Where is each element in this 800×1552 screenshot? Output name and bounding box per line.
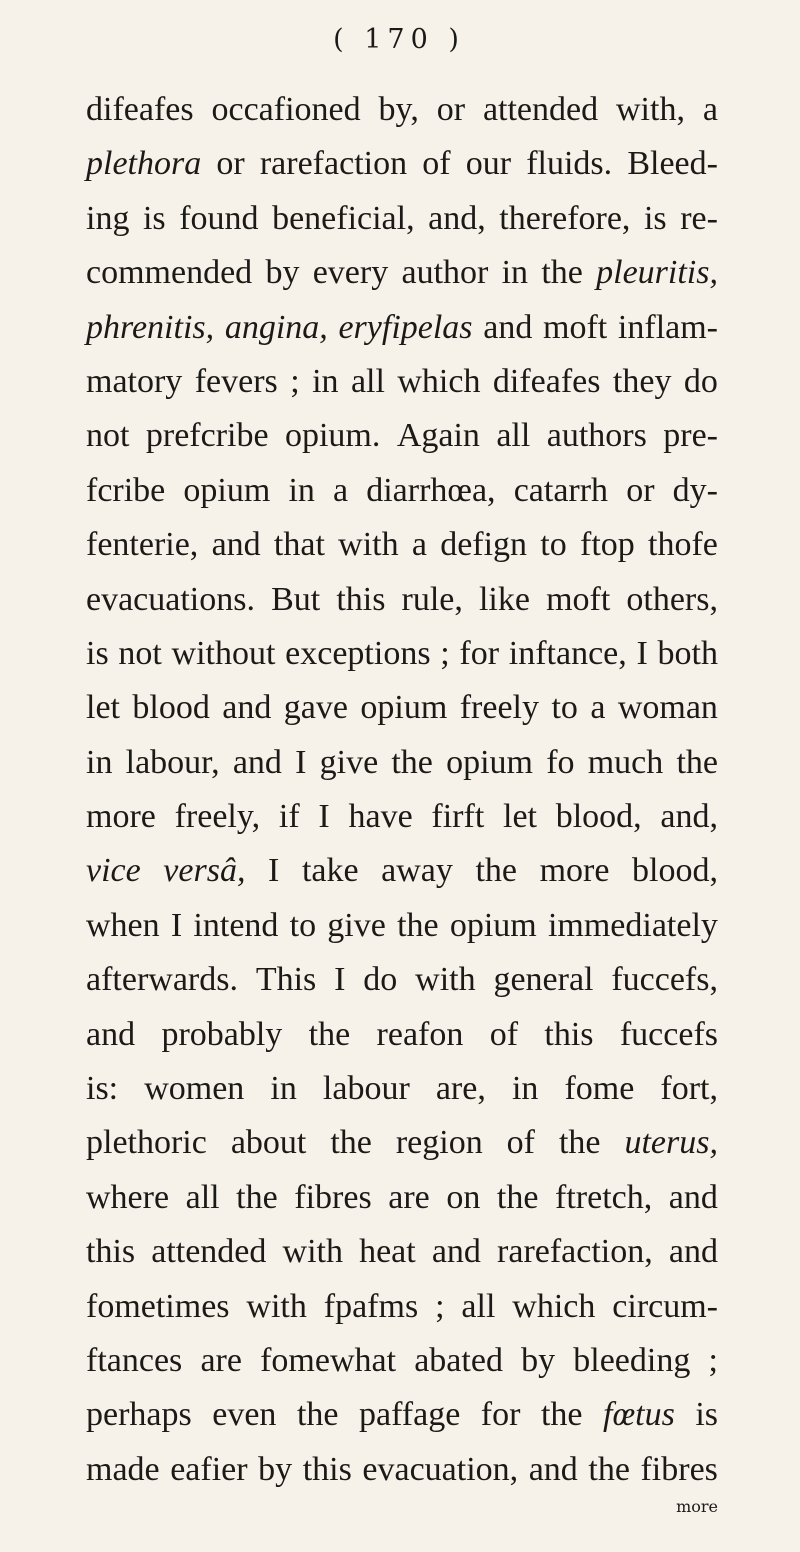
- text-line: [86, 301, 718, 355]
- word: fomewhat: [260, 1341, 397, 1379]
- body-text: [86, 83, 718, 1497]
- word: rarefaction,: [497, 1233, 653, 1271]
- word: a: [333, 471, 349, 509]
- word: with: [415, 961, 476, 999]
- word: like: [478, 580, 530, 618]
- word: all: [350, 362, 385, 400]
- word: blood,: [632, 852, 718, 890]
- word: fœtus: [603, 1396, 675, 1434]
- word: general: [493, 961, 594, 999]
- text-line: [86, 681, 718, 735]
- word: are: [388, 1178, 430, 1216]
- word: the: [475, 852, 518, 890]
- text-line: [86, 246, 718, 300]
- word: on: [446, 1178, 481, 1216]
- word: take: [301, 852, 359, 890]
- word: matory: [86, 362, 183, 400]
- word: bleeding: [573, 1341, 691, 1379]
- word: or: [626, 471, 655, 509]
- word: all: [461, 1287, 496, 1325]
- word: opium: [360, 689, 448, 727]
- word: give: [319, 743, 379, 781]
- text-line: [86, 1443, 718, 1497]
- word: are,: [435, 1070, 486, 1108]
- text-line: [86, 464, 718, 518]
- word: and: [668, 1233, 718, 1271]
- word: and: [211, 526, 261, 564]
- word: thofe: [648, 526, 718, 564]
- text-line: [86, 573, 718, 627]
- word: afterwards.: [86, 961, 238, 999]
- word: not: [86, 417, 130, 455]
- word: freely: [459, 689, 540, 727]
- word: not: [118, 634, 162, 672]
- word: therefore,: [499, 199, 631, 237]
- word: fuccefs,: [611, 961, 718, 999]
- word: do: [683, 362, 718, 400]
- text-line: [86, 83, 718, 137]
- word: give: [327, 906, 386, 944]
- text-line: [86, 790, 718, 844]
- word: immediately: [547, 906, 718, 944]
- word: Again: [396, 417, 480, 455]
- word: and,: [660, 798, 718, 836]
- text-line: [86, 518, 718, 572]
- page-number: ( 170 ): [333, 24, 465, 55]
- word: let: [503, 798, 537, 836]
- word: they: [612, 362, 672, 400]
- word: prefcribe: [145, 417, 269, 455]
- text-line: [86, 137, 718, 191]
- word: rule,: [401, 580, 463, 618]
- word: by,: [378, 91, 419, 128]
- text-line: [86, 409, 718, 463]
- word: which: [397, 362, 481, 400]
- word: for: [480, 1396, 521, 1434]
- word: eafier: [170, 1450, 248, 1488]
- word: versâ,: [163, 852, 246, 890]
- word: a: [590, 689, 606, 727]
- word: the: [676, 743, 718, 781]
- word: I: [295, 743, 307, 781]
- word: if: [278, 798, 300, 836]
- word: in: [288, 471, 315, 509]
- word: I: [318, 798, 330, 836]
- text-line: [86, 1171, 718, 1225]
- word: the: [540, 1396, 583, 1434]
- word: labour: [322, 1070, 410, 1108]
- word: the: [397, 906, 439, 944]
- word: this: [544, 1015, 594, 1053]
- word: fenterie,: [86, 526, 199, 564]
- word: perhaps: [86, 1396, 192, 1434]
- word: is: [643, 199, 667, 237]
- text-line: [86, 1008, 718, 1062]
- word: fevers: [194, 362, 278, 400]
- word: a: [411, 526, 427, 564]
- word: to: [289, 906, 317, 944]
- word: this: [336, 580, 386, 618]
- word: difeafes: [86, 91, 194, 128]
- word: with: [338, 526, 399, 564]
- word: the: [541, 254, 583, 292]
- word: is: [86, 634, 109, 672]
- word: and: [431, 1233, 481, 1271]
- word: plethora: [86, 145, 202, 183]
- word: the: [391, 743, 433, 781]
- word: others,: [626, 580, 718, 618]
- word: or: [216, 145, 245, 183]
- word: labour,: [125, 743, 220, 781]
- text-line: [86, 844, 718, 898]
- word: abated: [414, 1341, 503, 1379]
- word: intend: [193, 906, 279, 944]
- word: attended: [151, 1233, 267, 1271]
- word: woman: [617, 689, 718, 727]
- catchword-line: [86, 1497, 718, 1551]
- word: this: [86, 1233, 136, 1271]
- word: I: [170, 906, 183, 944]
- word: the: [588, 1450, 630, 1488]
- word: opium: [446, 743, 533, 781]
- word: fome: [564, 1070, 635, 1108]
- text-line: [86, 627, 718, 681]
- word: are: [200, 1341, 242, 1379]
- word: opium: [183, 471, 271, 509]
- word: to: [540, 526, 567, 564]
- word: firft: [431, 798, 485, 836]
- text-line: [86, 736, 718, 790]
- word: author: [401, 254, 489, 292]
- word: of: [506, 1124, 535, 1162]
- word: of: [422, 145, 451, 183]
- word: let: [86, 689, 120, 727]
- word: is: [695, 1396, 718, 1434]
- word: or: [436, 91, 466, 128]
- word: ;: [708, 1341, 718, 1379]
- text-line: [86, 192, 718, 246]
- word: fluids.: [526, 145, 613, 183]
- word: even: [212, 1396, 277, 1434]
- word: fuccefs: [619, 1015, 718, 1053]
- word: where: [86, 1178, 170, 1216]
- word: I: [636, 634, 648, 672]
- word: reafon: [376, 1015, 464, 1053]
- word: pleuritis,: [596, 254, 718, 292]
- word: uterus,: [624, 1124, 718, 1162]
- word: difeafes: [492, 362, 601, 400]
- word: But: [271, 580, 321, 618]
- word: phrenitis,: [86, 308, 215, 346]
- word: away: [381, 852, 453, 890]
- word: fo: [546, 743, 575, 781]
- word: in: [312, 362, 339, 400]
- word: which: [512, 1287, 596, 1325]
- word: Bleed-: [627, 145, 718, 183]
- word: with: [282, 1233, 343, 1271]
- word: opium.: [284, 417, 381, 455]
- word: moft: [543, 308, 608, 346]
- word: plethoric: [86, 1124, 207, 1162]
- word: ftop: [580, 526, 635, 564]
- word: with: [246, 1287, 307, 1325]
- word: the: [236, 1178, 278, 1216]
- word: opium: [449, 906, 537, 944]
- text-line: [86, 953, 718, 1007]
- word: fibres: [294, 1178, 372, 1216]
- word: the: [558, 1124, 601, 1162]
- text-line: [86, 1225, 718, 1279]
- word: defign: [440, 526, 528, 564]
- word: and,: [428, 199, 486, 237]
- word: more: [539, 852, 610, 890]
- word: authors: [546, 417, 647, 455]
- text-line: [86, 1062, 718, 1116]
- word: of: [489, 1015, 519, 1053]
- text-line: [86, 1334, 718, 1388]
- word: I: [268, 852, 280, 890]
- word: commended: [86, 254, 253, 292]
- word: and: [668, 1178, 718, 1216]
- word: fibres: [640, 1450, 718, 1488]
- word: ftretch,: [555, 1178, 653, 1216]
- word: blood: [132, 689, 210, 727]
- word: have: [348, 798, 413, 836]
- word: This: [255, 961, 317, 999]
- word: inftance,: [508, 634, 627, 672]
- word: by: [265, 254, 300, 292]
- word: is: [142, 199, 166, 237]
- word: evacuations.: [86, 580, 255, 618]
- word: and: [528, 1450, 578, 1488]
- word: diarrhœa,: [366, 471, 496, 509]
- word: to: [551, 689, 578, 727]
- word: is:: [86, 1070, 119, 1108]
- word: and: [86, 1015, 136, 1053]
- word: catarrh: [513, 471, 609, 509]
- word: both: [657, 634, 718, 672]
- text-line: [86, 1388, 718, 1442]
- word: for: [459, 634, 500, 672]
- word: ing: [86, 199, 130, 237]
- word: ftances: [86, 1341, 183, 1379]
- word: our: [465, 145, 512, 183]
- word: do: [363, 961, 398, 999]
- word: and: [232, 743, 282, 781]
- text-line: [86, 899, 718, 953]
- word: vice: [86, 852, 141, 890]
- word: in: [501, 254, 529, 292]
- word: the: [296, 1396, 339, 1434]
- word: attended: [482, 91, 599, 128]
- word: fometimes: [86, 1287, 230, 1325]
- word: heat: [359, 1233, 416, 1271]
- word: in: [511, 1070, 539, 1108]
- word: with,: [616, 91, 685, 128]
- word: every: [312, 254, 389, 292]
- word: found: [179, 199, 259, 237]
- word: that: [273, 526, 325, 564]
- word: by: [258, 1450, 293, 1488]
- word: in: [86, 743, 113, 781]
- word: fcribe: [86, 471, 166, 509]
- word: ;: [435, 1287, 445, 1325]
- word: about: [230, 1124, 307, 1162]
- word: fort,: [660, 1070, 718, 1108]
- word: ;: [440, 634, 450, 672]
- word: the: [330, 1124, 372, 1162]
- word: moft: [546, 580, 611, 618]
- text-line: [86, 1116, 718, 1170]
- word: the: [496, 1178, 539, 1216]
- word: eryfipelas: [338, 308, 473, 346]
- word: occafioned: [211, 91, 361, 128]
- word: by: [521, 1341, 556, 1379]
- word: blood,: [555, 798, 642, 836]
- word: much: [587, 743, 664, 781]
- word: made: [86, 1450, 160, 1488]
- word: region: [395, 1124, 483, 1162]
- word: re-: [680, 199, 718, 237]
- word: dy-: [672, 471, 718, 509]
- word: exceptions: [285, 634, 431, 672]
- word: freely,: [174, 798, 261, 836]
- word: without: [171, 634, 276, 672]
- word: inflam-: [617, 308, 718, 346]
- word: gave: [283, 689, 348, 727]
- word: circum-: [612, 1287, 718, 1325]
- word: and: [483, 308, 533, 346]
- word: all: [496, 417, 531, 455]
- word: I: [334, 961, 346, 999]
- word: pre-: [663, 417, 718, 455]
- word: a: [702, 91, 718, 128]
- word: in: [270, 1070, 297, 1108]
- word: this: [302, 1450, 352, 1488]
- word: paffage: [358, 1396, 461, 1434]
- word: all: [185, 1178, 220, 1216]
- word: ;: [290, 362, 300, 400]
- text-line: [86, 1280, 718, 1334]
- word: beneficial,: [272, 199, 415, 237]
- word: fpafms: [323, 1287, 419, 1325]
- word: rarefaction: [259, 145, 408, 183]
- catchword: more: [676, 1497, 718, 1517]
- word: women: [144, 1070, 245, 1108]
- word: and: [222, 689, 272, 727]
- word: probably: [161, 1015, 283, 1053]
- word: more: [86, 798, 156, 836]
- word: the: [308, 1015, 351, 1053]
- word: evacuation,: [362, 1450, 519, 1488]
- text-line: [86, 355, 718, 409]
- word: when: [86, 906, 160, 944]
- word: angina,: [224, 308, 328, 346]
